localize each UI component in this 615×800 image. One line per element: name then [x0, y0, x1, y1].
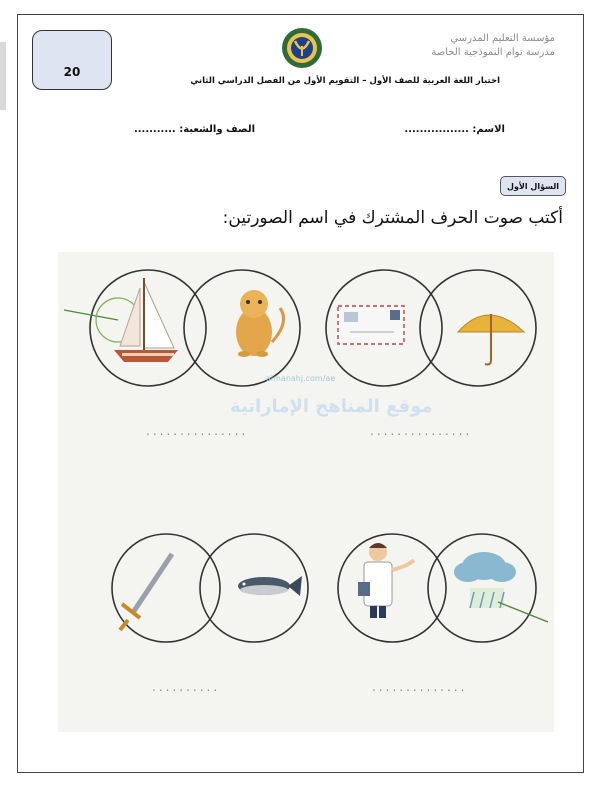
answer-line-row2-right[interactable]: ..............: [372, 680, 468, 694]
school-logo-icon: [276, 26, 328, 70]
exam-title: اختبار اللغة العربية للصف الأول – التقويم الأول من الفصل الدراسي الثاني: [190, 76, 500, 86]
venn-circle: [112, 534, 220, 642]
watermark-site: almanahj.com/ae: [266, 374, 336, 383]
page-edge: [0, 42, 6, 110]
exercise-photo: [58, 252, 554, 732]
watermark-brand: موقع المناهج الإماراتية: [230, 396, 433, 417]
class-field[interactable]: الصف والشعبة: ...........: [133, 124, 255, 135]
umbrella-icon: [458, 314, 524, 365]
name-field[interactable]: الاسم: .................: [404, 124, 505, 135]
sword-icon: [120, 554, 172, 630]
answer-line-row1-right[interactable]: ...............: [370, 424, 473, 438]
school-line-2: مدرسة توام النموذجية الخاصة: [431, 47, 555, 58]
sailboat-icon: [114, 278, 178, 362]
doctor-icon: [358, 543, 414, 618]
school-name: [431, 32, 555, 60]
rain-cloud-icon: [454, 552, 516, 608]
question-instruction: أكتب صوت الحرف المشترك في اسم الصورتين:: [222, 208, 563, 228]
tuna-fish-icon: [238, 576, 302, 596]
answer-line-row2-left[interactable]: ..........: [152, 680, 221, 694]
question-badge: السؤال الأول: [500, 176, 566, 196]
lion-cub-icon: [236, 290, 284, 357]
score-box: [32, 30, 112, 90]
score-value: 20: [63, 65, 81, 79]
answer-line-row1-left[interactable]: ...............: [146, 424, 249, 438]
pen-mark: [498, 602, 548, 622]
venn-diagrams: [58, 252, 554, 732]
envelope-icon: [338, 306, 404, 344]
school-line-1: مؤسسة التعليم المدرسي: [450, 33, 555, 44]
